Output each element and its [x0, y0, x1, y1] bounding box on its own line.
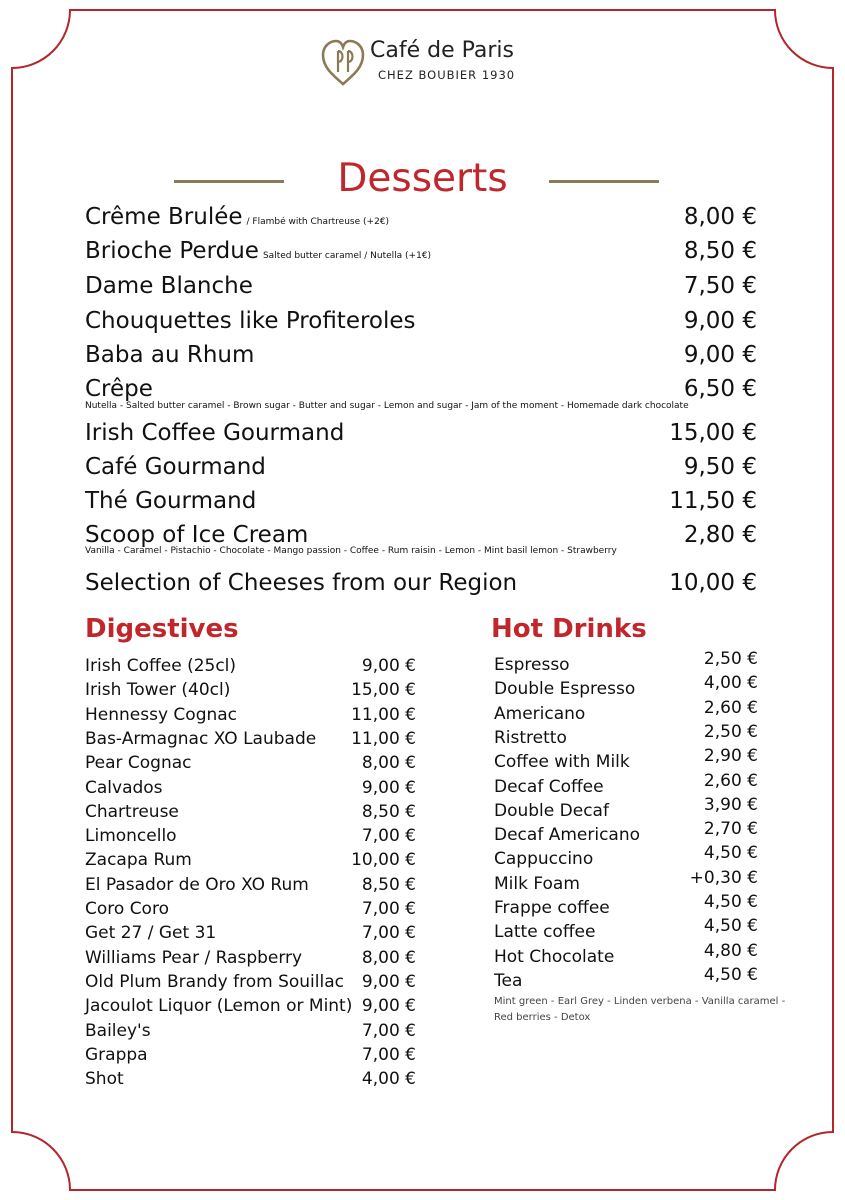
digestive-price: 15,00 €	[351, 680, 416, 701]
digestive-item	[85, 921, 416, 943]
digestive-name: Limoncello	[85, 826, 177, 847]
hot-drink-name: Decaf Coffee	[494, 776, 604, 797]
digestive-item	[85, 1067, 416, 1089]
dessert-price: 7,50 €	[683, 272, 757, 299]
digestive-price: 9,00 €	[361, 656, 416, 676]
hot-drink-price: 2,70 €	[703, 819, 758, 840]
dessert-price: 6,50 €	[683, 375, 757, 402]
digestive-item	[85, 824, 416, 846]
digestive-price: 11,00 €	[351, 704, 416, 725]
dessert-price: 10,00 €	[669, 569, 757, 596]
digestive-name: Pear Cognac	[85, 753, 192, 774]
digestive-name: Bailey's	[85, 1020, 151, 1041]
digestive-name: Chartreuse	[85, 801, 179, 822]
dessert-item	[85, 196, 757, 230]
hot-drink-price: 2,60 €	[703, 697, 758, 718]
cdp-heart-monogram-icon	[320, 38, 366, 86]
digestive-price: 4,00 €	[361, 1069, 416, 1090]
dessert-item	[85, 230, 757, 264]
digestive-price: 7,00 €	[361, 1044, 416, 1065]
digestive-item	[85, 994, 416, 1016]
dessert-price: 8,50 €	[683, 237, 757, 264]
dessert-name: Scoop of Ice Cream	[85, 521, 309, 548]
dessert-item	[85, 334, 757, 368]
dessert-name: Thé Gourmand	[85, 487, 257, 514]
dessert-note: / Flambé with Chartreuse (+2€)	[246, 216, 390, 227]
digestive-price: 7,00 €	[361, 1020, 416, 1041]
dessert-price: 8,00 €	[683, 203, 757, 230]
digestive-item	[85, 703, 416, 725]
hot-drink-price: 2,50 €	[703, 649, 758, 669]
dessert-item	[85, 368, 757, 402]
dessert-name: Chouquettes like Profiteroles	[85, 307, 416, 334]
hot-drink-name: Espresso	[494, 655, 570, 675]
dessert-price: 15,00 €	[669, 419, 757, 446]
digestive-name: Old Plum Brandy from Souillac	[85, 971, 344, 992]
dessert-item	[85, 446, 757, 480]
dessert-item	[85, 514, 757, 548]
digestive-name: Irish Coffee (25cl)	[85, 656, 237, 676]
digestive-price: 11,00 €	[351, 728, 416, 749]
hot-drink-price: 4,50 €	[703, 964, 758, 985]
digestive-price: 7,00 €	[361, 899, 416, 919]
hot-drink-price: 4,80 €	[703, 940, 758, 961]
hot-drink-name: Coffee with Milk	[494, 752, 630, 773]
hot-drink-price: 2,50 €	[703, 721, 758, 742]
brand-tagline: CHEZ BOUBIER 1930	[378, 68, 516, 82]
digestive-item	[85, 970, 416, 992]
hot-drink-name: Frappe coffee	[494, 898, 610, 918]
hot-drink-price: 4,00 €	[703, 673, 758, 694]
dessert-name: Irish Coffee Gourmand	[85, 419, 345, 446]
hot-drink-name: Latte coffee	[494, 922, 596, 943]
hot-drink-name: Double Espresso	[494, 679, 636, 700]
digestive-name: Grappa	[85, 1044, 148, 1065]
digestive-name: Bas-Armagnac XO Laubade	[85, 728, 317, 749]
dessert-name: Crême Brulée	[85, 203, 243, 230]
hot-drink-price: 2,90 €	[703, 746, 758, 767]
digestive-item	[85, 654, 416, 676]
digestive-price: 7,00 €	[361, 826, 416, 847]
dessert-price: 2,80 €	[683, 521, 757, 548]
hot-drink-name: Milk Foam	[494, 873, 580, 894]
hot-drink-price: +0,30 €	[689, 867, 758, 888]
hot-drink-name: Decaf Americano	[494, 825, 641, 846]
digestive-item	[85, 727, 416, 749]
tea-options: Mint green - Earl Grey - Linden verbena - Vanilla caramel - Red berries - Detox	[494, 996, 786, 1023]
digestive-name: Shot	[85, 1069, 124, 1090]
digestive-item	[85, 776, 416, 798]
digestive-name: Zacapa Rum	[85, 850, 192, 871]
hot-drink-price: 4,50 €	[703, 843, 758, 864]
hot-drink-price: 4,50 €	[703, 916, 758, 937]
dessert-name: Brioche Perdue	[85, 237, 259, 264]
digestive-price: 9,00 €	[361, 996, 416, 1017]
hot-drink-name: Cappuccino	[494, 849, 594, 870]
dessert-name: Selection of Cheeses from our Region	[85, 569, 518, 596]
digestive-price: 8,00 €	[361, 947, 416, 968]
digestive-item	[85, 1019, 416, 1041]
dessert-name: Café Gourmand	[85, 453, 266, 480]
digestive-item	[85, 897, 416, 919]
dessert-name: Baba au Rhum	[85, 341, 255, 368]
digestive-item	[85, 848, 416, 870]
digestive-name: Jacoulot Liquor (Lemon or Mint)	[85, 996, 353, 1017]
dessert-item	[85, 480, 757, 514]
dessert-price: 9,00 €	[683, 307, 757, 334]
hot-drink-name: Tea	[494, 970, 523, 991]
dessert-note: Salted butter caramel / Nutella (+1€)	[262, 250, 432, 261]
hot-drink-price: 4,50 €	[703, 892, 758, 912]
digestive-name: Williams Pear / Raspberry	[85, 947, 303, 968]
ice-cream-options: Vanilla - Caramel - Pistachio - Chocolate - Mango passion - Coffee - Rum raisin - Lemon - Mint basil lemon - Strawberry	[85, 546, 617, 556]
digestive-name: Coro Coro	[85, 899, 169, 919]
digestive-price: 9,00 €	[361, 971, 416, 992]
hot-drink-price: 2,60 €	[703, 770, 758, 791]
hot-drink-name: Double Decaf	[494, 800, 609, 821]
hot-drink-name: Americano	[494, 703, 586, 724]
dessert-name: Dame Blanche	[85, 272, 253, 299]
digestive-name: Calvados	[85, 777, 163, 798]
digestive-name: Get 27 / Get 31	[85, 923, 217, 944]
dessert-item	[85, 562, 757, 596]
dessert-price: 11,50 €	[669, 487, 757, 514]
digestive-price: 7,00 €	[361, 923, 416, 944]
dessert-item	[85, 265, 757, 299]
digestive-price: 8,00 €	[361, 753, 416, 774]
digestive-item	[85, 873, 416, 895]
digestive-name: Irish Tower (40cl)	[85, 680, 231, 701]
digestive-item	[85, 946, 416, 968]
dessert-price: 9,00 €	[683, 341, 757, 368]
brand-name: Café de Paris	[370, 38, 514, 63]
digestive-item	[85, 751, 416, 773]
dessert-price: 9,50 €	[683, 453, 757, 480]
digestive-item	[85, 1043, 416, 1065]
hot-drinks-title: Hot Drinks	[491, 614, 647, 644]
digestive-price: 8,50 €	[361, 801, 416, 822]
hot-drink-name: Ristretto	[494, 727, 567, 748]
dessert-item	[85, 300, 757, 334]
dessert-name: Crêpe	[85, 375, 153, 402]
digestive-price: 10,00 €	[351, 850, 416, 871]
hot-drink-name: Hot Chocolate	[494, 946, 615, 967]
desserts-title: Desserts	[337, 156, 508, 201]
crepe-options: Nutella - Salted butter caramel - Brown sugar - Butter and sugar - Lemon and sugar - Jam of the moment - Homemade dark chocolate	[85, 401, 689, 411]
digestive-item	[85, 678, 416, 700]
digestive-price: 8,50 €	[361, 874, 416, 895]
digestive-name: El Pasador de Oro XO Rum	[85, 874, 309, 895]
digestive-name: Hennessy Cognac	[85, 704, 238, 725]
digestives-title: Digestives	[85, 614, 239, 644]
digestive-item	[85, 800, 416, 822]
dessert-item	[85, 412, 757, 446]
hot-drink-price: 3,90 €	[703, 794, 758, 815]
digestive-price: 9,00 €	[361, 777, 416, 798]
